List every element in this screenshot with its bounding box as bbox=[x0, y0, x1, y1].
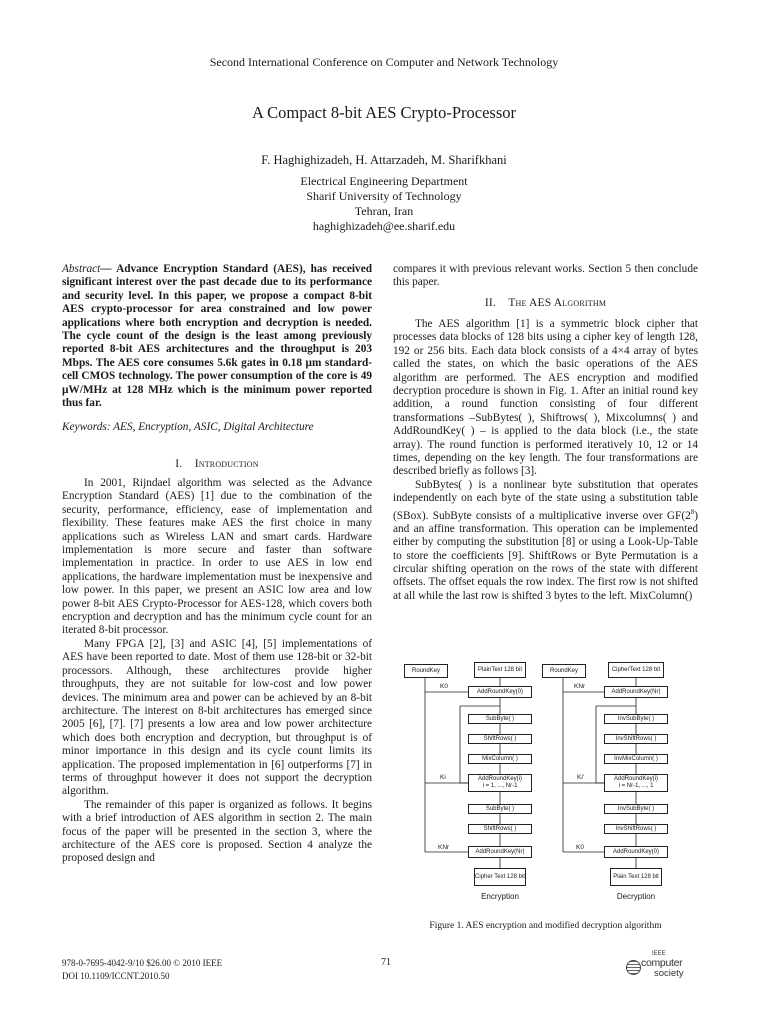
figure-aes-flow bbox=[400, 656, 700, 911]
dec-invshiftrows-box: InvShiftRows( ) bbox=[604, 734, 668, 744]
enc-subbyte-box: SubByte( ) bbox=[468, 714, 532, 724]
aes-paragraph-2 bbox=[393, 479, 698, 603]
enc-output-box: Cipher Text 128 bit bbox=[474, 868, 526, 886]
enc-arki-text: AddRoundKey(i) bbox=[477, 776, 523, 782]
enc-input-box: PlainText 128 bit bbox=[474, 662, 526, 678]
dec-knr-label: KNr bbox=[574, 683, 586, 690]
intro-body bbox=[62, 477, 372, 866]
enc-shiftrows-box: ShiftRows( ) bbox=[468, 734, 532, 744]
dec-invsubbyte-box: InvSubByte( ) bbox=[604, 714, 668, 724]
paper-title: A Compact 8-bit AES Crypto-Processor bbox=[252, 103, 516, 122]
section-number: II. bbox=[484, 297, 496, 309]
dec-invshiftrows2-box: InvShiftRows( ) bbox=[604, 824, 668, 834]
enc-k0-label: K0 bbox=[440, 683, 448, 690]
dec-arki-text: AddRoundKey(i) bbox=[613, 776, 659, 782]
enc-arki-range: i = 1, ..., Nr-1 bbox=[482, 783, 518, 789]
figure-caption: Figure 1. AES encryption and modified decryption algorithm bbox=[429, 921, 662, 931]
section-number: I. bbox=[175, 458, 183, 470]
enc-label: Encryption bbox=[481, 892, 519, 901]
intro-paragraph-2: Many FPGA [2], [3] and ASIC [4], [5] implementations of AES have been reported to date. Most of them use 128-bit or 32-bit processors. Although, these architectures provide higher throughputs, they are not suitable for low-cost and low power devices. The minimum area and power can be achieved by an 8-bit architecture. The interest on 8-bit architectures has emerged since 2005 [6], [7]. [7] presents a low area and low power architecture which does both encryption and decryption, but throughput is of minor importance in this design and its cycle count limits its application. The proposed implementation in [6] outperforms [7] in terms of throughput however it does not support the decryption algorithm. bbox=[62, 637, 372, 798]
logo-society-text: society bbox=[654, 968, 684, 979]
aes-paragraph-2a: SubBytes( ) is a nonlinear byte substitution that operates independently on each byte of the state using a substitution table (SBox). SubByte consists of a multiplicative inverse over GF(2 bbox=[393, 478, 698, 522]
section-title: Introduction bbox=[194, 458, 259, 470]
abstract-text: Advance Encryption Standard (AES), has received significant interest over the past decade due to its performance and security level. In this paper, we propose a compact 8-bit AES crypto-processor for area constrained and low power applications where both encryption and decryption is needed. The cycle count of the design is the least among previously reported 8-bit AES architectures and the throughput is 203 Mbps. The AES core consumes 5.6k gates in 0.18 μm standard-cell CMOS technology. The power consumption of the core is 49 μW/MHz at 128 MHz which is the minimum power reported thus far. bbox=[62, 263, 373, 410]
dec-roundkey-box: RoundKey bbox=[542, 664, 586, 678]
dec-k0-label: K0 bbox=[576, 844, 584, 851]
globe-icon bbox=[626, 960, 641, 975]
enc-knr-label: KNr bbox=[438, 844, 450, 851]
dec-ki-label: Ki' bbox=[577, 774, 585, 781]
enc-arki-box bbox=[468, 774, 532, 792]
abstract bbox=[62, 263, 372, 410]
intro-paragraph-3: The remainder of this paper is organized as follows. It begins with a brief introduction of AES algorithm in section 2. The main focus of the paper will be presented in the section 3, where the architecture of the AES core is proposed. Section 4 analyze the proposed design and bbox=[62, 798, 372, 865]
dec-input-box: CipherText 128 bit bbox=[608, 662, 664, 678]
dec-ark0-box: AddRoundKey(0) bbox=[604, 846, 668, 858]
enc-arknr-box: AddRoundKey(Nr) bbox=[468, 846, 532, 858]
enc-shiftrows2-box: ShiftRows( ) bbox=[468, 824, 532, 834]
authors: F. Haghighizadeh, H. Attarzadeh, M. Sharifkhani bbox=[261, 153, 507, 167]
affiliation-city: Tehran, Iran bbox=[354, 204, 414, 218]
section-heading-introduction bbox=[62, 458, 372, 470]
intro-paragraph-1: In 2001, Rijndael algorithm was selected as the Advance Encryption Standard (AES) [1] due to the combination of the security, performance, efficiency, ease of implementation and flexibility. These features make AES the first choice in many applications such as Wireless LAN and smart cards. Hardware implementation is more secure and faster than software implementation in practice. In order to use AES in low end applications, the hardware implementation must be inexpensive and low power. In this paper, we present an ASIC low area and low power 8-bit AES Crypto-Processor for AES-128, which covers both encryption and decryption and has the minimum cycle count for an iterated 8-bit processor. bbox=[62, 477, 372, 637]
enc-subbyte2-box: SubByte( ) bbox=[468, 804, 532, 814]
logo-ieee-text: IEEE bbox=[652, 951, 666, 957]
dec-output-box: Plain Text 128 bit bbox=[610, 868, 662, 886]
logo-computer-text: computer bbox=[641, 957, 683, 969]
footer-doi[interactable]: DOI 10.1109/ICCNT.2010.50 bbox=[62, 971, 170, 981]
aes-paragraph-1: The AES algorithm [1] is a symmetric block cipher that processes data blocks of 128 bits using a cipher key of length 128, 192 or 256 bits. Each data block consists of a 4×4 array of bytes called the states, on which the basic operations of the AES algorithm are performed. The AES encryption and modified decryption procedure is shown in Fig. 1. After an initial round key addition, a round function consisting of four different transformations –SubBytes( ), Shiftrows( ), Mixcolumns( ) and AddRoundKey( ) – is applied to the data block (i.e., the state array). The round function is performed iteratively 10, 12 or 14 times, depending on the key length. The four transformations are described briefly as follows [3]. bbox=[393, 318, 698, 478]
section-title: The AES Algorithm bbox=[508, 297, 607, 309]
right-intro-end: compares it with previous relevant works. Section 5 then conclude this paper. bbox=[393, 263, 698, 289]
aes-paragraph-2b: ) and an affine transformation. This operation can be implemented either by computing the substitution [8] or using a Look-Up-Table to store the coefficients [9]. ShiftRows or Byte Permutation is a circular shifting operation on the rows of the state with different offsets. The offset equals the row index. The first row is not shifted at all while the last row is shifted 3 bytes to the left. MixColumn() bbox=[393, 509, 698, 602]
enc-ark0-box: AddRoundKey(0) bbox=[468, 686, 532, 698]
abstract-lead: Abstract bbox=[62, 263, 101, 275]
dec-invmixcolumn-box: InvMixColumn( ) bbox=[604, 754, 668, 764]
ieee-computer-society-logo bbox=[626, 951, 706, 981]
affiliation-dept: Electrical Engineering Department bbox=[300, 174, 468, 188]
dec-arki-range: i = Nr-1, ..., 1 bbox=[618, 783, 654, 789]
author-email[interactable]: haghighizadeh@ee.sharif.edu bbox=[312, 219, 456, 233]
abstract-dash: — bbox=[100, 263, 117, 275]
dec-label: Decryption bbox=[616, 892, 656, 901]
dec-arknr-box: AddRoundKey(Nr) bbox=[604, 686, 668, 698]
aes-body bbox=[393, 318, 698, 603]
enc-roundkey-box: RoundKey bbox=[404, 664, 448, 678]
page-number: 71 bbox=[381, 957, 391, 968]
keywords: Keywords: AES, Encryption, ASIC, Digital Architecture bbox=[62, 421, 314, 433]
dec-arki-box bbox=[604, 774, 668, 792]
section-heading-aes bbox=[393, 297, 698, 309]
gf-exponent: 8 bbox=[690, 507, 695, 516]
footer-isbn: 978-0-7695-4042-9/10 $26.00 © 2010 IEEE bbox=[62, 958, 223, 968]
enc-mixcolumn-box: MixColumn( ) bbox=[468, 754, 532, 764]
enc-ki-label: Ki bbox=[440, 774, 446, 781]
dec-invsubbyte2-box: InvSubByte( ) bbox=[604, 804, 668, 814]
conference-header: Second International Conference on Computer and Network Technology bbox=[209, 55, 559, 69]
affiliation-university: Sharif University of Technology bbox=[306, 189, 462, 203]
